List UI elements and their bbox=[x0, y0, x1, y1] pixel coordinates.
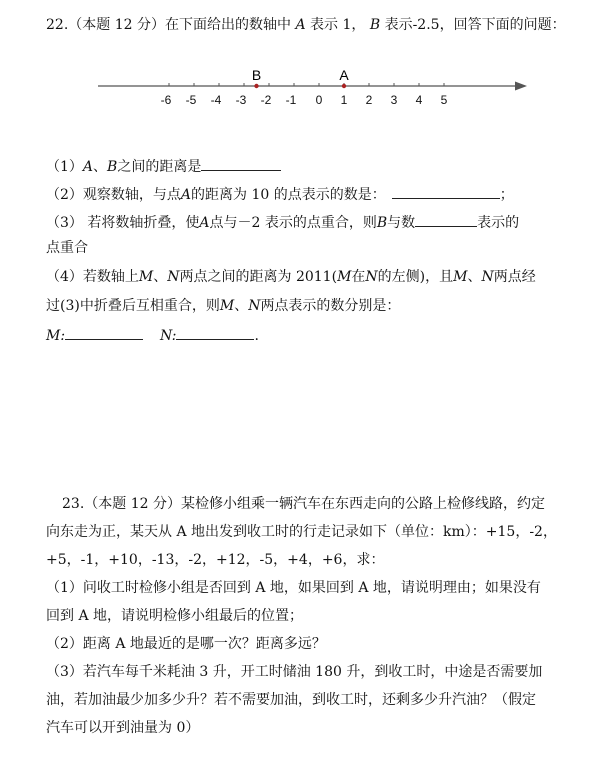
q22-answers: M: N: . bbox=[46, 325, 600, 346]
q22-part2: （2）观察数轴，与点A的距离为 10 的点表示的数是： ； bbox=[46, 184, 600, 205]
answer-blank-M[interactable] bbox=[65, 325, 143, 340]
point-A-label: A bbox=[339, 67, 349, 83]
tick-label: -2 bbox=[260, 93, 272, 107]
axis-arrow bbox=[515, 82, 527, 91]
point-B-label: B bbox=[251, 67, 262, 83]
tick-label: 5 bbox=[440, 93, 448, 107]
q23-line5: 回到 A 地，请说明检修小组最后的位置； bbox=[46, 608, 304, 624]
point-A bbox=[342, 84, 346, 88]
tick-label: -4 bbox=[210, 93, 222, 107]
tick-label: 3 bbox=[390, 93, 398, 107]
point-B bbox=[254, 84, 258, 88]
q23-line3: +5，-1，+10，-13，-2，+12，-5，+4，+6，求： bbox=[46, 552, 385, 568]
q23-line1: 23.（本题 12 分）某检修小组乘一辆汽车在东西走向的公路上检修线路，约定 bbox=[62, 496, 545, 512]
q23-line2: 向东走为正，某天从 A 地出发到收工时的行走记录如下（单位：km）：+15，-2， bbox=[46, 524, 557, 540]
q22-part4-cont: 过(3)中折叠后互相重合，则M、N两点表示的数分别是： bbox=[46, 298, 401, 314]
tick-label: -6 bbox=[160, 93, 172, 107]
tick-label: -5 bbox=[185, 93, 197, 107]
q22-part3: （3） 若将数轴折叠，使A点与－2 表示的点重合，则B与数 表示的 bbox=[46, 212, 600, 233]
tick-label: 4 bbox=[415, 93, 423, 107]
answer-blank-N[interactable] bbox=[176, 325, 254, 340]
tick-label: 2 bbox=[365, 93, 373, 107]
tick-label: 0 bbox=[315, 93, 323, 107]
answer-blank-3[interactable] bbox=[415, 212, 477, 227]
q22-part3-cont: 点重合 bbox=[46, 240, 88, 256]
q22-part1: （1）A、B之间的距离是 bbox=[46, 156, 600, 177]
number-line bbox=[0, 60, 600, 120]
tick-label: -1 bbox=[285, 93, 297, 107]
tick-label: -3 bbox=[235, 93, 247, 107]
q22-part4: （4）若数轴上M、N两点之间的距离为 2011(M在N的左侧)，且M、N两点经 bbox=[46, 269, 536, 285]
q23-line7: （3）若汽车每千米耗油 3 升，开工时储油 180 升，到收工时，中途是否需要加 bbox=[46, 664, 543, 680]
q23-line8: 油，若加油最少加多少升？若不需要加油，到收工时，还剩多少升汽油？（假定 bbox=[46, 692, 536, 708]
q23-line6: （2）距离 A 地最近的是哪一次？距离多远？ bbox=[46, 636, 326, 652]
answer-blank-2[interactable] bbox=[392, 184, 500, 199]
q22-header: 22.（本题 12 分）在下面给出的数轴中 A 表示 1， B 表示-2.5，回答下面的问题： bbox=[46, 17, 566, 33]
answer-blank-1[interactable] bbox=[201, 156, 281, 171]
tick-label: 1 bbox=[340, 93, 348, 107]
q23-line9: 汽车可以开到油量为 0） bbox=[46, 720, 200, 736]
q23-line4: （1）问收工时检修小组是否回到 A 地，如果回到 A 地，请说明理由；如果没有 bbox=[46, 580, 541, 596]
